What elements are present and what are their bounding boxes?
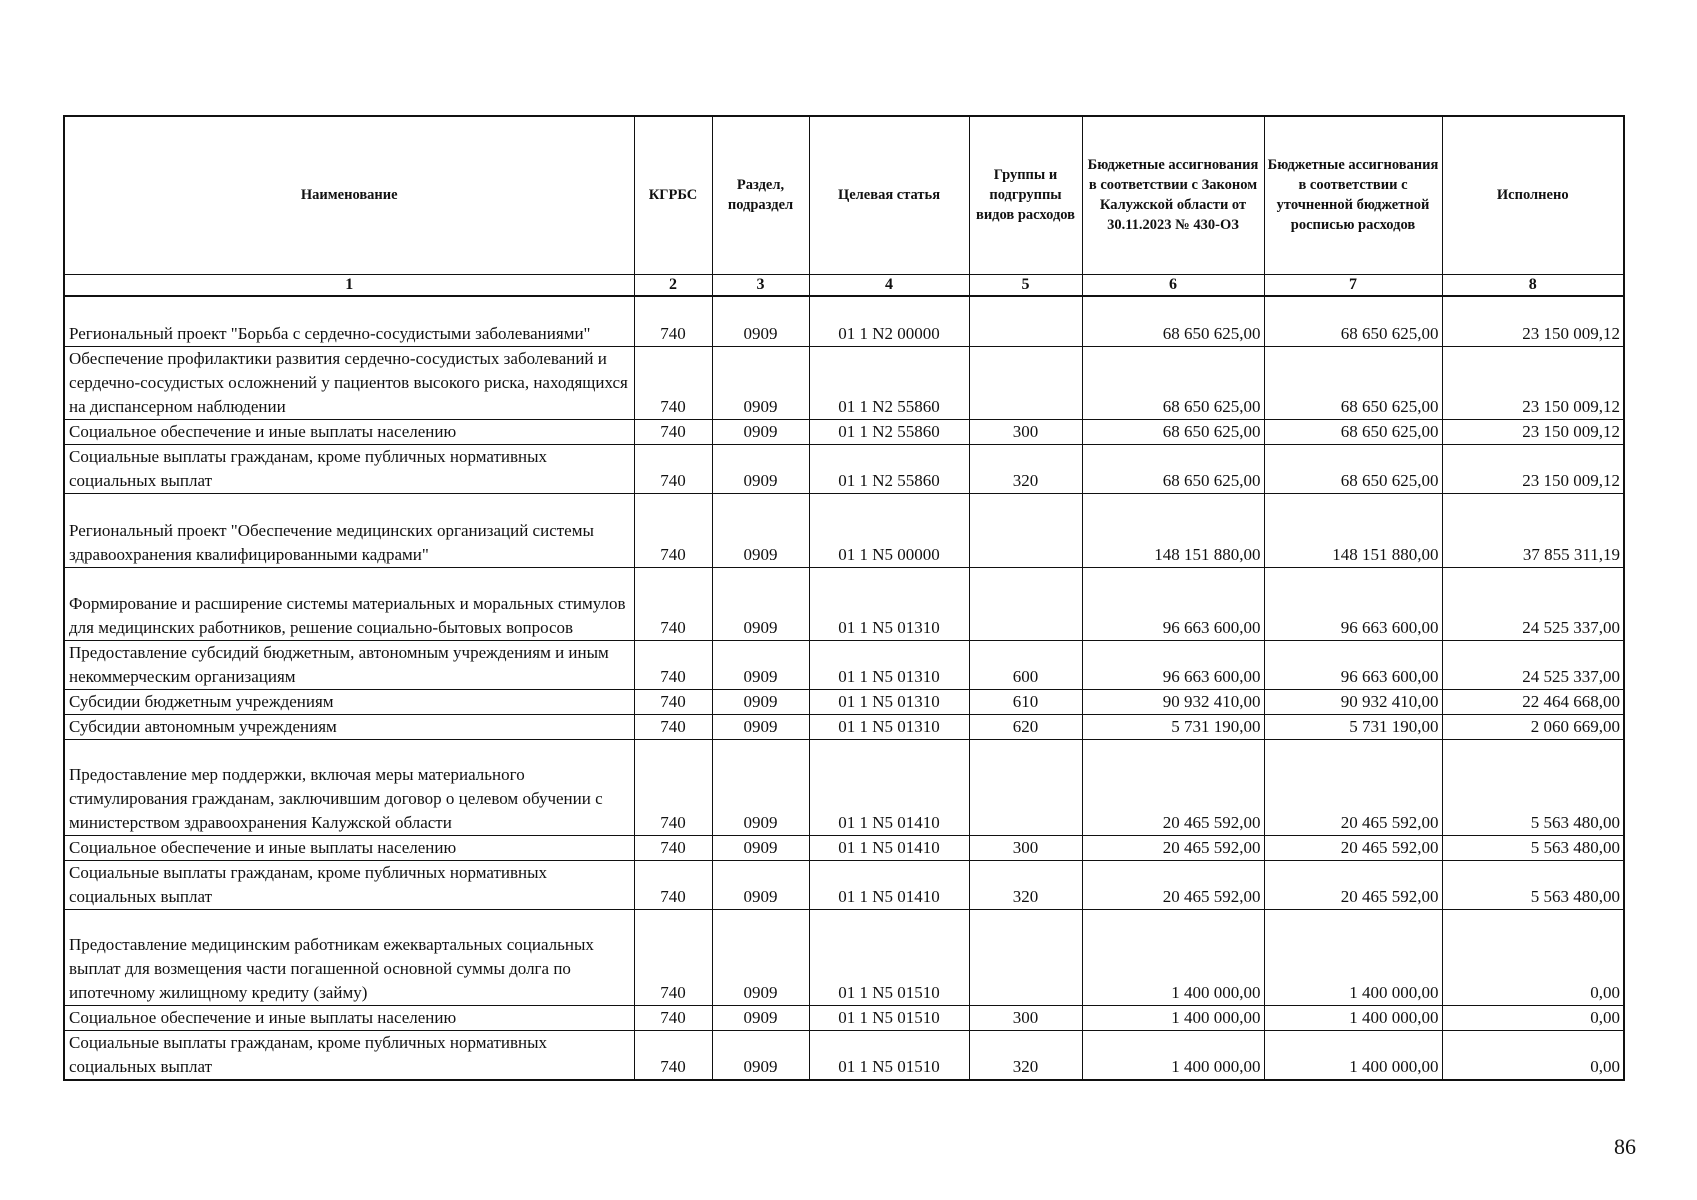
table-row: [64, 347, 1624, 420]
table-row: [64, 910, 1624, 1006]
row-group: 320: [969, 861, 1082, 910]
row-name: Предоставление медицинским работникам ежеквартальных социальных выплат для возмещения части погашенной основной суммы долга по ипотечному жилищному кредиту (займу): [64, 910, 634, 1006]
row-schedule-amount: 5 731 190,00: [1264, 715, 1442, 740]
row-group: [969, 740, 1082, 836]
row-target: 01 1 N5 01410: [809, 836, 969, 861]
row-name: Обеспечение профилактики развития сердечно-сосудистых заболеваний и сердечно-сосудистых осложнений у пациентов высокого риска, находящихся на диспансерном наблюдении: [64, 347, 634, 420]
table-row: [64, 420, 1624, 445]
header-schedule-allocations: Бюджетные ассигнования в соответствии с уточненной бюджетной росписью расходов: [1264, 116, 1442, 274]
row-kgrbs: 740: [634, 861, 712, 910]
row-target: 01 1 N5 01510: [809, 1006, 969, 1031]
row-kgrbs: 740: [634, 420, 712, 445]
column-number: 6: [1082, 274, 1264, 296]
row-target: 01 1 N5 01310: [809, 568, 969, 641]
row-schedule-amount: 68 650 625,00: [1264, 347, 1442, 420]
row-kgrbs: 740: [634, 347, 712, 420]
row-kgrbs: 740: [634, 296, 712, 347]
row-schedule-amount: 68 650 625,00: [1264, 420, 1442, 445]
row-kgrbs: 740: [634, 910, 712, 1006]
row-target: 01 1 N5 01410: [809, 740, 969, 836]
row-section: 0909: [712, 740, 809, 836]
column-number: 1: [64, 274, 634, 296]
row-section: 0909: [712, 445, 809, 494]
row-law-amount: 20 465 592,00: [1082, 740, 1264, 836]
row-schedule-amount: 1 400 000,00: [1264, 1006, 1442, 1031]
row-group: 300: [969, 420, 1082, 445]
row-kgrbs: 740: [634, 568, 712, 641]
table-header: [64, 116, 1624, 296]
row-name: Субсидии автономным учреждениям: [64, 715, 634, 740]
row-group: 300: [969, 1006, 1082, 1031]
table-row: [64, 1031, 1624, 1081]
header-row: [64, 116, 1624, 274]
row-section: 0909: [712, 861, 809, 910]
row-law-amount: 1 400 000,00: [1082, 1031, 1264, 1081]
row-group: 320: [969, 445, 1082, 494]
row-law-amount: 5 731 190,00: [1082, 715, 1264, 740]
row-kgrbs: 740: [634, 836, 712, 861]
column-number: 4: [809, 274, 969, 296]
table-body: [64, 296, 1624, 1081]
row-executed-amount: 0,00: [1442, 1031, 1624, 1081]
row-kgrbs: 740: [634, 494, 712, 568]
row-group: [969, 494, 1082, 568]
row-target: 01 1 N2 55860: [809, 347, 969, 420]
header-name: Наименование: [64, 116, 634, 274]
table-row: [64, 740, 1624, 836]
row-law-amount: 148 151 880,00: [1082, 494, 1264, 568]
row-kgrbs: 740: [634, 690, 712, 715]
header-target: Целевая статья: [809, 116, 969, 274]
row-section: 0909: [712, 568, 809, 641]
row-executed-amount: 24 525 337,00: [1442, 568, 1624, 641]
row-law-amount: 68 650 625,00: [1082, 420, 1264, 445]
row-target: 01 1 N5 01510: [809, 910, 969, 1006]
row-schedule-amount: 1 400 000,00: [1264, 910, 1442, 1006]
table-row: [64, 445, 1624, 494]
column-number: 3: [712, 274, 809, 296]
row-section: 0909: [712, 836, 809, 861]
row-schedule-amount: 1 400 000,00: [1264, 1031, 1442, 1081]
table-row: [64, 296, 1624, 347]
page-number: 86: [1614, 1134, 1636, 1159]
table-row: [64, 641, 1624, 690]
row-group: [969, 347, 1082, 420]
row-executed-amount: 5 563 480,00: [1442, 740, 1624, 836]
column-number: 7: [1264, 274, 1442, 296]
row-section: 0909: [712, 1031, 809, 1081]
row-executed-amount: 5 563 480,00: [1442, 836, 1624, 861]
row-executed-amount: 2 060 669,00: [1442, 715, 1624, 740]
header-executed: Исполнено: [1442, 116, 1624, 274]
row-executed-amount: 24 525 337,00: [1442, 641, 1624, 690]
row-law-amount: 20 465 592,00: [1082, 836, 1264, 861]
row-kgrbs: 740: [634, 1006, 712, 1031]
row-target: 01 1 N2 55860: [809, 445, 969, 494]
row-name: Социальные выплаты гражданам, кроме публичных нормативных социальных выплат: [64, 445, 634, 494]
row-law-amount: 68 650 625,00: [1082, 347, 1264, 420]
table-row: [64, 690, 1624, 715]
row-section: 0909: [712, 347, 809, 420]
row-name: Предоставление мер поддержки, включая меры материального стимулирования гражданам, заключившим договор о целевом обучении с министерством здравоохранения Калужской области: [64, 740, 634, 836]
row-group: [969, 296, 1082, 347]
row-executed-amount: 37 855 311,19: [1442, 494, 1624, 568]
row-schedule-amount: 68 650 625,00: [1264, 445, 1442, 494]
row-schedule-amount: 90 932 410,00: [1264, 690, 1442, 715]
row-kgrbs: 740: [634, 445, 712, 494]
row-executed-amount: 5 563 480,00: [1442, 861, 1624, 910]
row-group: 600: [969, 641, 1082, 690]
table-row: [64, 861, 1624, 910]
row-target: 01 1 N5 01310: [809, 641, 969, 690]
row-section: 0909: [712, 1006, 809, 1031]
row-law-amount: 1 400 000,00: [1082, 1006, 1264, 1031]
column-number: 2: [634, 274, 712, 296]
row-executed-amount: 23 150 009,12: [1442, 445, 1624, 494]
row-section: 0909: [712, 910, 809, 1006]
row-schedule-amount: 68 650 625,00: [1264, 296, 1442, 347]
row-target: 01 1 N5 01310: [809, 690, 969, 715]
row-law-amount: 68 650 625,00: [1082, 445, 1264, 494]
row-target: 01 1 N2 55860: [809, 420, 969, 445]
row-law-amount: 20 465 592,00: [1082, 861, 1264, 910]
row-group: 320: [969, 1031, 1082, 1081]
row-group: 610: [969, 690, 1082, 715]
row-group: 300: [969, 836, 1082, 861]
header-law-allocations: Бюджетные ассигнования в соответствии с Законом Калужской области от 30.11.2023 № 430-ОЗ: [1082, 116, 1264, 274]
row-section: 0909: [712, 641, 809, 690]
row-name: Социальное обеспечение и иные выплаты населению: [64, 836, 634, 861]
row-name: Региональный проект "Обеспечение медицинских организаций системы здравоохранения квалифицированными кадрами": [64, 494, 634, 568]
header-kgrbs: КГРБС: [634, 116, 712, 274]
row-schedule-amount: 20 465 592,00: [1264, 836, 1442, 861]
budget-table: [63, 115, 1625, 1081]
row-executed-amount: 0,00: [1442, 1006, 1624, 1031]
row-section: 0909: [712, 690, 809, 715]
row-kgrbs: 740: [634, 715, 712, 740]
row-section: 0909: [712, 420, 809, 445]
row-schedule-amount: 96 663 600,00: [1264, 568, 1442, 641]
row-law-amount: 68 650 625,00: [1082, 296, 1264, 347]
row-name: Субсидии бюджетным учреждениям: [64, 690, 634, 715]
table-row: [64, 1006, 1624, 1031]
row-executed-amount: 23 150 009,12: [1442, 347, 1624, 420]
table-row: [64, 836, 1624, 861]
row-section: 0909: [712, 494, 809, 568]
row-name: Предоставление субсидий бюджетным, автономным учреждениям и иным некоммерческим организациям: [64, 641, 634, 690]
row-law-amount: 96 663 600,00: [1082, 641, 1264, 690]
row-kgrbs: 740: [634, 641, 712, 690]
row-schedule-amount: 96 663 600,00: [1264, 641, 1442, 690]
table-row: [64, 494, 1624, 568]
row-executed-amount: 0,00: [1442, 910, 1624, 1006]
row-name: Социальное обеспечение и иные выплаты населению: [64, 1006, 634, 1031]
row-law-amount: 1 400 000,00: [1082, 910, 1264, 1006]
column-number: 5: [969, 274, 1082, 296]
row-executed-amount: 22 464 668,00: [1442, 690, 1624, 715]
column-number: 8: [1442, 274, 1624, 296]
table-row: [64, 568, 1624, 641]
row-name: Социальные выплаты гражданам, кроме публичных нормативных социальных выплат: [64, 1031, 634, 1081]
row-schedule-amount: 20 465 592,00: [1264, 861, 1442, 910]
row-law-amount: 96 663 600,00: [1082, 568, 1264, 641]
row-schedule-amount: 148 151 880,00: [1264, 494, 1442, 568]
row-group: [969, 910, 1082, 1006]
row-target: 01 1 N5 01510: [809, 1031, 969, 1081]
column-number-row: [64, 274, 1624, 296]
table-row: [64, 715, 1624, 740]
row-kgrbs: 740: [634, 1031, 712, 1081]
row-section: 0909: [712, 296, 809, 347]
row-kgrbs: 740: [634, 740, 712, 836]
header-section: Раздел, подраздел: [712, 116, 809, 274]
row-target: 01 1 N5 00000: [809, 494, 969, 568]
row-group: [969, 568, 1082, 641]
row-name: Социальное обеспечение и иные выплаты населению: [64, 420, 634, 445]
row-target: 01 1 N5 01310: [809, 715, 969, 740]
row-target: 01 1 N2 00000: [809, 296, 969, 347]
header-groups: Группы и подгруппы видов расходов: [969, 116, 1082, 274]
row-group: 620: [969, 715, 1082, 740]
row-executed-amount: 23 150 009,12: [1442, 420, 1624, 445]
row-name: Региональный проект "Борьба с сердечно-сосудистыми заболеваниями": [64, 296, 634, 347]
row-target: 01 1 N5 01410: [809, 861, 969, 910]
row-executed-amount: 23 150 009,12: [1442, 296, 1624, 347]
row-section: 0909: [712, 715, 809, 740]
row-law-amount: 90 932 410,00: [1082, 690, 1264, 715]
row-name: Социальные выплаты гражданам, кроме публичных нормативных социальных выплат: [64, 861, 634, 910]
row-name: Формирование и расширение системы материальных и моральных стимулов для медицинских работников, решение социально-бытовых вопросов: [64, 568, 634, 641]
row-schedule-amount: 20 465 592,00: [1264, 740, 1442, 836]
